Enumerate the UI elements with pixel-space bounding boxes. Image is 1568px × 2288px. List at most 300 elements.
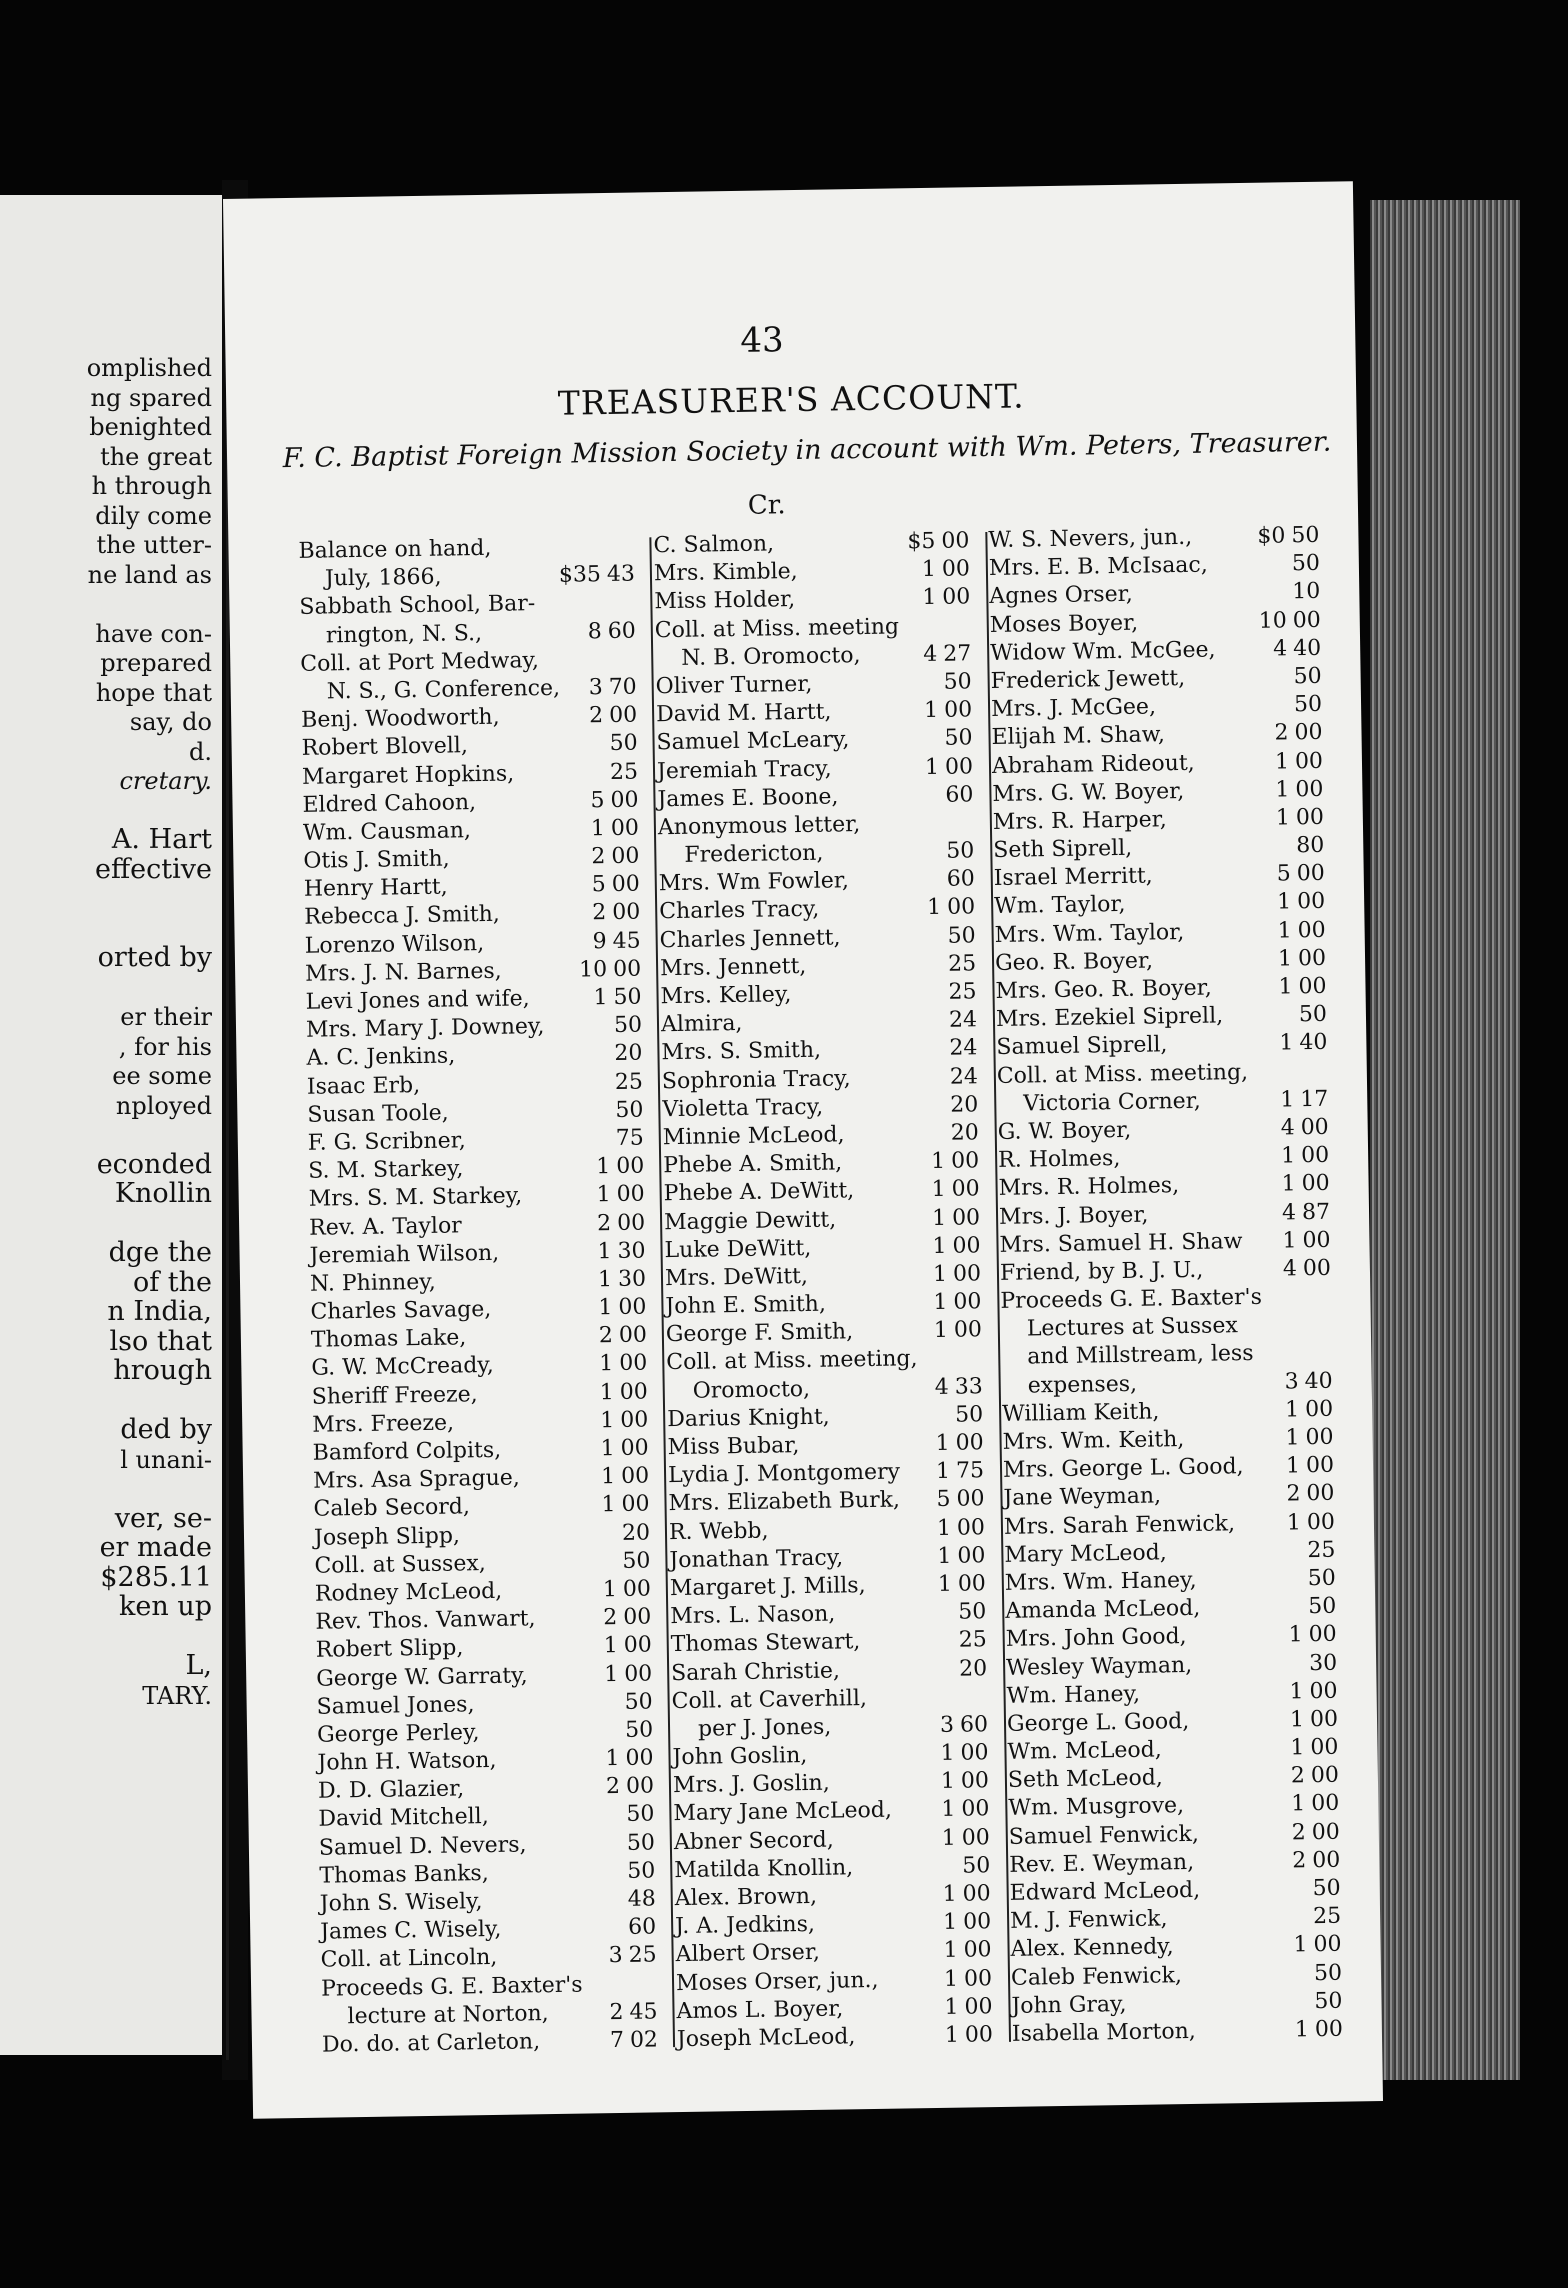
- entry-name: Wesley Wayman,: [1005, 1652, 1193, 1681]
- entry-cents: 00: [616, 1181, 645, 1208]
- entry-cents: 00: [952, 1261, 982, 1287]
- entry-dollars: 1: [1276, 889, 1292, 915]
- entry-dollars: 4: [1282, 1256, 1298, 1282]
- entry-cents: 30: [1308, 1650, 1338, 1676]
- entry-cents: 00: [612, 899, 641, 926]
- entry-name: Coll. at Miss. meeting,: [666, 1346, 918, 1376]
- entry-name: Oromocto,: [692, 1376, 811, 1404]
- left-page-text: ee some: [112, 1062, 212, 1090]
- entry-dollars: 2: [1291, 1819, 1306, 1846]
- entry-dollars: 10: [578, 956, 608, 983]
- entry-dollars: 1: [1286, 1509, 1302, 1536]
- left-page-text: say, do: [129, 708, 212, 736]
- entry-dollars: 2: [605, 1774, 621, 1800]
- entry-name: Isaac Erb,: [306, 1072, 421, 1100]
- entry-dollars: 2: [1286, 1481, 1301, 1507]
- entry-cents: [1304, 1339, 1344, 1340]
- entry-name: Mrs. Wm Fowler,: [658, 868, 850, 897]
- entry-name: Mrs. Kelley,: [660, 982, 792, 1010]
- entry-name: Lorenzo Wilson,: [304, 930, 485, 959]
- entry-name: Widow Wm. McGee,: [990, 637, 1216, 666]
- left-page-text: lso that: [109, 1325, 212, 1357]
- entry-dollars: 7: [609, 2027, 625, 2054]
- entry-cents: 00: [957, 1542, 986, 1569]
- entry-cents: 00: [1306, 1481, 1335, 1507]
- entry-cents: 00: [624, 1660, 653, 1687]
- entry-cents: 50: [626, 1830, 656, 1856]
- entry-cents: 50: [1313, 1960, 1343, 1986]
- entry-name: Mrs. John Good,: [1005, 1624, 1187, 1653]
- entry-name: Rev. A. Taylor: [308, 1212, 462, 1241]
- entry-name: Mrs. L. Nason,: [670, 1601, 836, 1630]
- entry-cents: 00: [963, 1937, 992, 1963]
- entry-cents: 60: [607, 618, 637, 644]
- entry-name: per J. Jones,: [697, 1714, 832, 1742]
- entry-cents: 50: [1312, 1875, 1341, 1902]
- entry-cents: 00: [1294, 748, 1324, 774]
- entry-cents: 70: [608, 674, 637, 700]
- entry-name: Coll. at Miss. meeting,: [996, 1059, 1249, 1089]
- entry-dollars: 2: [603, 1605, 618, 1631]
- entry-name: Minnie McLeod,: [662, 1122, 845, 1151]
- entry-dollars: 1: [600, 1464, 616, 1490]
- page-number: 43: [739, 320, 784, 361]
- entry-name: W. S. Nevers, jun.,: [988, 524, 1193, 554]
- entry-dollars: 1: [935, 1430, 950, 1456]
- entry-name: Seth Siprell,: [993, 835, 1133, 864]
- entry-dollars: 1: [1277, 917, 1292, 944]
- entry-cents: 25: [614, 1069, 644, 1095]
- entry-name: Samuel McLeary,: [656, 727, 850, 756]
- entry-cents: 00: [1295, 776, 1324, 802]
- entry-name: Mrs. Elizabeth Burk,: [668, 1487, 901, 1517]
- entry-name: A. C. Jenkins,: [306, 1043, 456, 1072]
- entry-name: Thomas Banks,: [319, 1860, 489, 1889]
- entry-name: Coll. at Caverhill,: [671, 1685, 868, 1714]
- ledger-column-2: [653, 527, 1007, 2054]
- entry-dollars: 1: [599, 1351, 614, 1377]
- entry-cents: 30: [617, 1238, 646, 1264]
- entry-name: Samuel D. Nevers,: [318, 1832, 527, 1861]
- entry-cents: 00: [956, 1486, 985, 1513]
- left-page-text: have con-: [95, 619, 212, 648]
- entry-name: David M. Hartt,: [655, 699, 832, 728]
- entry-dollars: 5: [591, 872, 607, 898]
- entry-dollars: 1: [932, 1261, 948, 1287]
- entry-cents: 00: [620, 1435, 649, 1461]
- entry-name: N. S., G. Conference,: [326, 675, 561, 705]
- entry-dollars: 1: [1275, 777, 1290, 803]
- entry-dollars: 4: [934, 1374, 949, 1400]
- entry-dollars: 1: [1291, 1791, 1306, 1817]
- left-page-text: omplished: [86, 354, 212, 382]
- entry-name: Israel Merritt,: [993, 863, 1153, 892]
- entry-dollars: 1: [932, 1233, 947, 1259]
- entry-name: Mrs. Sarah Fenwick,: [1003, 1510, 1236, 1540]
- entry-name: M. J. Fenwick,: [1009, 1906, 1168, 1935]
- entry-cents: 50: [1291, 522, 1320, 549]
- left-page-text: er made: [99, 1532, 212, 1563]
- entry-name: George W. Garraty,: [316, 1662, 528, 1692]
- entry-cents: 00: [1309, 1678, 1338, 1704]
- entry-name: Mrs. Geo. R. Boyer,: [995, 975, 1212, 1004]
- entry-name: Rebecca J. Smith,: [304, 902, 500, 931]
- entry-cents: 50: [946, 838, 975, 864]
- entry-name: N. Phinney,: [309, 1269, 436, 1297]
- entry-dollars: 1: [602, 1576, 618, 1603]
- entry-cents: 00: [1302, 1255, 1332, 1282]
- entry-name: John E. Smith,: [665, 1291, 827, 1320]
- entry-dollars: 1: [940, 1740, 955, 1766]
- entry-cents: 80: [1296, 832, 1325, 859]
- entry-cents: 00: [1296, 861, 1325, 887]
- entry-dollars: 1: [944, 2022, 960, 2048]
- entry-cents: 50: [1314, 1988, 1343, 2014]
- entry-name: Henry Hartt,: [303, 874, 448, 903]
- left-page-text: nployed: [115, 1091, 212, 1120]
- entry-cents: 75: [955, 1458, 985, 1484]
- entry-name: Mrs. Kimble,: [653, 559, 798, 587]
- entry-name: Charles Jennett,: [659, 925, 841, 953]
- entry-cents: 00: [1298, 973, 1327, 1000]
- entry-cents: 25: [1312, 1903, 1342, 1930]
- entry-name: Thomas Lake,: [310, 1325, 467, 1354]
- entry-dollars: 10: [1258, 607, 1287, 634]
- entry-dollars: 1: [596, 1154, 611, 1180]
- entry-cents: 00: [950, 1148, 980, 1174]
- entry-cents: 00: [1309, 1706, 1339, 1732]
- entry-cents: 50: [624, 1689, 653, 1715]
- entry-dollars: 1: [1289, 1707, 1305, 1733]
- entry-dollars: 1: [941, 1797, 956, 1823]
- entry-name: N. B. Oromocto,: [681, 642, 861, 671]
- entry-name: Coll. at Port Medway,: [300, 647, 540, 677]
- entry-dollars: 1: [1280, 1143, 1296, 1169]
- entry-dollars: 3: [608, 1943, 623, 1969]
- entry-name: John S. Wisely,: [319, 1889, 483, 1917]
- entry-name: Mrs. G. W. Boyer,: [992, 778, 1185, 807]
- entry-dollars: 1: [1289, 1678, 1304, 1705]
- entry-cents: 00: [1306, 1509, 1336, 1535]
- entry-dollars: 4: [1281, 1199, 1297, 1225]
- entry-name: Jonathan Tracy,: [669, 1545, 844, 1573]
- entry-dollars: 4: [1272, 636, 1288, 662]
- entry-name: Mrs. Samuel H. Shaw: [999, 1228, 1243, 1258]
- entry-dollars: 1: [937, 1543, 952, 1569]
- entry-name: David Mitchell,: [318, 1804, 489, 1833]
- entry-name: Proceeds G. E. Baxter's: [1000, 1284, 1263, 1314]
- entry-cents: 00: [1310, 1734, 1339, 1761]
- entry-name: Mrs. Wm. Keith,: [1002, 1427, 1185, 1455]
- entry-name: Geo. R. Boyer,: [994, 948, 1154, 976]
- entry-name: Caleb Secord,: [313, 1494, 471, 1523]
- entry-cents: 87: [1301, 1199, 1331, 1225]
- entry-dollars: 1: [605, 1746, 620, 1772]
- entry-name: Otis J. Smith,: [303, 846, 450, 874]
- entry-cents: 60: [945, 781, 974, 808]
- entry-cents: 20: [958, 1655, 988, 1682]
- entry-name: Sarah Christie,: [671, 1657, 841, 1686]
- entry-cents: 00: [1304, 1396, 1334, 1422]
- entry-cents: [629, 1970, 669, 1971]
- entry-cents: 00: [623, 1632, 652, 1659]
- entry-name: Maggie Dewitt,: [663, 1206, 837, 1235]
- entry-dollars: 1: [1285, 1425, 1300, 1451]
- entry-dollars: 1: [931, 1177, 946, 1203]
- entry-cents: 00: [1300, 1142, 1330, 1169]
- entry-name: S. M. Starkey,: [308, 1156, 464, 1184]
- entry-name: Friend, by B. J. U.,: [999, 1257, 1204, 1286]
- entry-dollars: 5: [590, 787, 605, 813]
- entry-name: Mrs. R. Holmes,: [998, 1173, 1180, 1202]
- entry-dollars: 1: [933, 1289, 948, 1316]
- entry-name: Moses Boyer,: [989, 610, 1139, 638]
- entry-cents: 00: [944, 753, 974, 780]
- entry-cents: 00: [955, 1430, 984, 1456]
- left-page-text: L,: [185, 1650, 212, 1681]
- entry-name: Phebe A. Smith,: [663, 1150, 843, 1179]
- entry-cents: 00: [622, 1576, 652, 1602]
- entry-cents: [1304, 1311, 1344, 1312]
- entry-name: Lectures at Sussex: [1026, 1313, 1238, 1342]
- entry-cents: 00: [1311, 1791, 1340, 1817]
- entry-dollars: 1: [596, 1182, 611, 1208]
- entry-cents: [1303, 1283, 1343, 1284]
- entry-cents: 00: [616, 1153, 645, 1180]
- entry-cents: 20: [950, 1091, 979, 1118]
- entry-name: Mary McLeod,: [1004, 1540, 1167, 1568]
- entry-cents: [954, 1344, 994, 1345]
- entry-dollars: 1: [601, 1492, 616, 1518]
- entry-name: Sheriff Freeze,: [311, 1381, 478, 1410]
- entry-name: Robert Blovell,: [301, 733, 469, 762]
- entry-name: James C. Wisely,: [320, 1917, 502, 1945]
- entry-name: and Millstream, less: [1027, 1341, 1254, 1370]
- left-page-text: effective: [95, 853, 212, 885]
- entry-name: Mrs. E. B. McIsaac,: [988, 552, 1208, 582]
- entry-name: Levi Jones and wife,: [305, 986, 530, 1015]
- entry-cents: 50: [1308, 1593, 1337, 1620]
- entry-name: July, 1866,: [324, 564, 442, 592]
- entry-dollars: 2: [1274, 720, 1289, 746]
- entry-cents: 00: [953, 1289, 982, 1315]
- entry-dollars: 1: [944, 1994, 959, 2020]
- entry-cents: 00: [964, 2022, 994, 2048]
- left-page-text: benighted: [89, 413, 212, 441]
- entry-name: Lydia J. Montgomery: [667, 1459, 901, 1489]
- entry-cents: 00: [956, 1514, 986, 1541]
- entry-dollars: 5: [936, 1487, 951, 1513]
- entry-cents: 25: [609, 759, 639, 785]
- entry-cents: 00: [964, 1993, 993, 2020]
- entry-cents: 00: [957, 1571, 987, 1597]
- left-page-text: the great: [100, 442, 212, 471]
- entry-cents: 00: [1294, 720, 1323, 746]
- left-page-text: l unani-: [120, 1445, 212, 1474]
- entry-cents: 75: [615, 1125, 644, 1151]
- entry-dollars: $35: [558, 562, 602, 588]
- entry-cents: 50: [624, 1717, 654, 1743]
- entry-name: G. W. McCready,: [311, 1353, 495, 1382]
- entry-cents: 50: [615, 1097, 644, 1123]
- entry-dollars: 1: [600, 1435, 615, 1462]
- entry-dollars: 1: [599, 1379, 614, 1405]
- entry-cents: 33: [954, 1373, 983, 1400]
- left-page-text: cretary.: [119, 767, 212, 795]
- entry-cents: 00: [941, 556, 971, 582]
- entry-cents: 25: [948, 979, 977, 1005]
- left-page-text: er their: [120, 1003, 212, 1031]
- entry-cents: 00: [1301, 1171, 1330, 1197]
- left-page-text: the utter-: [96, 531, 212, 559]
- left-page-text: Knollin: [114, 1178, 212, 1209]
- entry-name: Charles Tracy,: [659, 897, 820, 925]
- entry-name: Bamford Colpits,: [312, 1437, 502, 1466]
- entry-cents: 40: [1304, 1368, 1333, 1394]
- entry-dollars: 2: [592, 900, 607, 926]
- entry-name: G. W. Boyer,: [997, 1117, 1132, 1145]
- entry-name: John H. Watson,: [317, 1747, 497, 1776]
- entry-cents: 00: [1312, 1847, 1341, 1873]
- entry-dollars: 1: [1284, 1397, 1300, 1423]
- entry-cents: 50: [944, 725, 973, 752]
- left-page-text: dge the: [108, 1237, 212, 1268]
- entry-cents: [607, 589, 647, 590]
- left-page-text: of the: [132, 1266, 212, 1298]
- entry-dollars: 1: [937, 1571, 953, 1597]
- entry-dollars: 1: [597, 1266, 613, 1293]
- entry-cents: 00: [951, 1176, 980, 1202]
- entry-name: Victoria Corner,: [1023, 1088, 1201, 1117]
- entry-cents: 50: [1291, 550, 1321, 577]
- left-page-text: ne land as: [87, 560, 212, 589]
- entry-dollars: 2: [1290, 1763, 1306, 1789]
- ledger-column-3: [988, 522, 1357, 2049]
- entry-dollars: 1: [927, 895, 942, 921]
- entry-cents: 00: [611, 843, 640, 870]
- entry-dollars: 2: [591, 844, 606, 870]
- entry-cents: 30: [617, 1266, 647, 1292]
- entry-cents: 17: [1300, 1086, 1329, 1112]
- entry-name: Jeremiah Tracy,: [656, 756, 832, 784]
- entry-dollars: 1: [936, 1515, 952, 1541]
- entry-name: Coll. at Lincoln,: [320, 1945, 498, 1974]
- entry-dollars: 1: [941, 1825, 957, 1851]
- entry-dollars: 1: [935, 1458, 951, 1485]
- entry-cents: [959, 1683, 999, 1684]
- ledger-entry: [322, 2026, 672, 2060]
- entry-name: Wm. Taylor,: [994, 892, 1126, 920]
- entry-name: Joseph McLeod,: [676, 2024, 856, 2053]
- entry-name: Mrs. George L. Good,: [1002, 1454, 1244, 1484]
- left-page-text: TARY.: [142, 1681, 212, 1710]
- entry-cents: 00: [961, 1796, 990, 1823]
- entry-dollars: 4: [923, 641, 938, 667]
- entry-cents: 50: [613, 1012, 643, 1039]
- entry-cents: 60: [946, 866, 975, 892]
- entry-name: Mrs. J. Goslin,: [672, 1770, 830, 1799]
- entry-cents: 00: [947, 894, 976, 921]
- entry-cents: 02: [629, 2027, 659, 2053]
- entry-cents: 50: [958, 1599, 987, 1625]
- entry-cents: 00: [1297, 945, 1327, 972]
- entry-cents: 00: [623, 1604, 652, 1631]
- entry-dollars: 1: [940, 1768, 956, 1795]
- entry-name: Mrs. J. Boyer,: [998, 1202, 1149, 1230]
- entry-cents: 00: [610, 815, 640, 841]
- entry-cents: 00: [610, 787, 639, 813]
- entry-dollars: 2: [596, 1210, 612, 1236]
- entry-dollars: 1: [1294, 2017, 1310, 2043]
- ledger-entry: [677, 2021, 1007, 2054]
- entry-name: Mrs. S. M. Starkey,: [308, 1183, 523, 1213]
- entry-cents: 27: [943, 641, 972, 667]
- entry-name: rington, N. S.,: [325, 620, 483, 648]
- entry-dollars: 1: [933, 1317, 949, 1344]
- entry-dollars: 2: [598, 1323, 614, 1349]
- entry-name: Abraham Rideout,: [991, 750, 1195, 779]
- entry-cents: 00: [612, 956, 642, 982]
- entry-dollars: 3: [1284, 1368, 1299, 1395]
- entry-cents: 50: [622, 1548, 651, 1574]
- entry-cents: 00: [962, 1881, 991, 1907]
- entry-name: lecture at Norton,: [347, 2000, 549, 2030]
- entry-cents: 00: [941, 528, 970, 554]
- entry-dollars: 1: [921, 557, 937, 583]
- entry-cents: 00: [621, 1491, 650, 1518]
- entry-dollars: 1: [598, 1295, 613, 1321]
- entry-cents: 45: [612, 928, 641, 954]
- entry-dollars: 1: [593, 985, 608, 1011]
- entry-cents: 00: [960, 1768, 990, 1794]
- entry-dollars: 4: [1280, 1115, 1295, 1141]
- entry-cents: 50: [947, 922, 976, 949]
- entry-cents: 48: [627, 1886, 656, 1912]
- entry-name: Margaret J. Mills,: [669, 1573, 866, 1602]
- entry-name: Mrs. J. N. Barnes,: [304, 958, 502, 987]
- left-page-text: ded by: [120, 1414, 212, 1445]
- entry-name: Miss Bubar,: [667, 1433, 800, 1461]
- left-page-text: prepared: [100, 649, 212, 677]
- entry-name: Thomas Stewart,: [670, 1629, 861, 1658]
- entry-cents: 00: [611, 871, 641, 898]
- left-page-text: n India,: [107, 1296, 212, 1327]
- entry-cents: 60: [959, 1712, 989, 1738]
- entry-cents: 00: [951, 1204, 981, 1231]
- entry-name: expenses,: [1027, 1371, 1138, 1399]
- entry-cents: 00: [1297, 917, 1326, 943]
- entry-cents: 43: [606, 561, 636, 588]
- entry-cents: 00: [1305, 1452, 1335, 1479]
- entry-name: Anonymous letter,: [657, 811, 861, 841]
- entry-cents: 40: [1299, 1030, 1328, 1056]
- entry-dollars: 1: [600, 1407, 615, 1434]
- left-page-text: , for his: [118, 1032, 212, 1061]
- entry-cents: 24: [948, 1007, 978, 1033]
- entry-name: Luke DeWitt,: [664, 1235, 812, 1263]
- page-edges: [1370, 200, 1520, 2080]
- entry-name: John Gray,: [1011, 1991, 1127, 2019]
- entry-cents: 00: [953, 1317, 983, 1343]
- entry-cents: 50: [626, 1801, 655, 1828]
- entry-name: C. Salmon,: [653, 531, 775, 559]
- entry-dollars: 1: [943, 1938, 958, 1964]
- left-page-text: ng spared: [90, 383, 212, 412]
- entry-name: Alex. Brown,: [674, 1883, 818, 1912]
- entry-name: Rev. E. Weyman,: [1009, 1849, 1195, 1878]
- entry-name: Wm. Haney,: [1006, 1681, 1141, 1709]
- entry-name: Agnes Orser,: [989, 582, 1133, 610]
